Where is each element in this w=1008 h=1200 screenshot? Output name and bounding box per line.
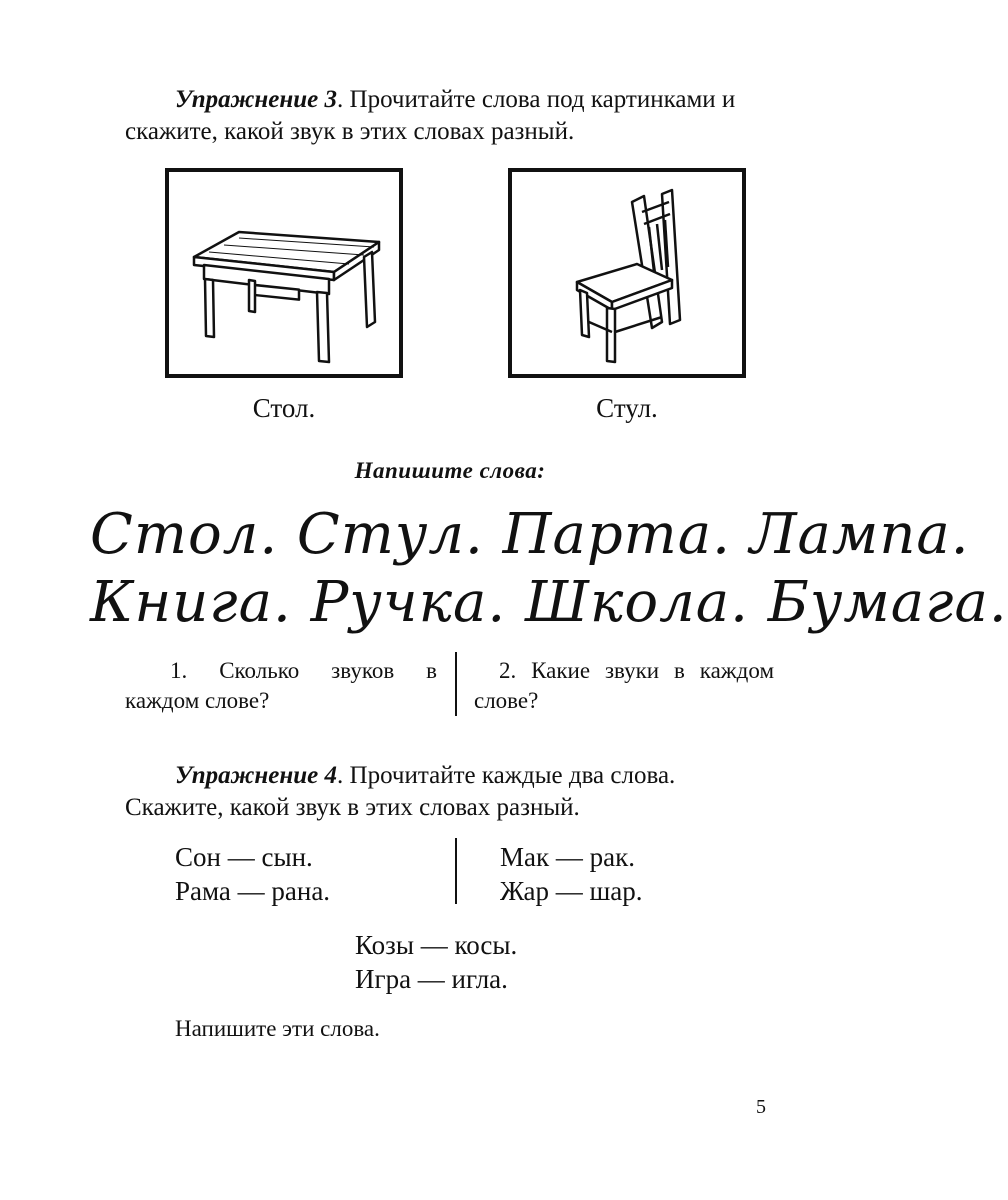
- pair-left-2: Рама — рана.: [175, 876, 331, 906]
- write-words-heading: Напишите слова:: [354, 458, 546, 483]
- pairs-left: [175, 840, 435, 908]
- caption-chair: Стул.: [596, 393, 658, 423]
- pairs-center: [355, 928, 615, 996]
- table-picture-frame: [165, 168, 403, 378]
- question-1: 1. Сколько звуков в каждом слове?: [125, 658, 437, 713]
- pairs-right: [500, 840, 760, 908]
- page-number: 5: [756, 1096, 766, 1118]
- pair-center-1: Козы — косы.: [355, 930, 518, 960]
- question-divider: [455, 652, 457, 716]
- exercise-4-text: . Прочитайте каждые два слова. Скажите, какой звук в этих словах разный.: [125, 762, 676, 821]
- pair-right-2: Жар — шар.: [500, 876, 643, 906]
- exercise-4-paragraph: [125, 760, 775, 824]
- pair-right-1: Мак — рак.: [500, 842, 635, 872]
- cursive-line-1: Стол. Стул. Парта. Лампа.: [90, 502, 970, 567]
- cursive-line-2: Книга. Ручка. Школа. Бумага.: [90, 570, 1008, 635]
- pair-left-1: Сон — сын.: [175, 842, 313, 872]
- chair-picture-frame: [508, 168, 746, 378]
- question-2: 2. Какие звуки в каждом слове?: [474, 658, 774, 713]
- exercise-3-paragraph: [125, 84, 775, 148]
- exercise-4-label: Упражнение 4: [175, 762, 338, 789]
- exercise-3-label: Упражнение 3: [175, 86, 338, 113]
- pair-center-2: Игра — игла.: [355, 964, 508, 994]
- caption-table: Стол.: [252, 393, 316, 423]
- table-icon: [169, 172, 399, 374]
- write-instruction: Напишите эти слова.: [175, 1016, 380, 1041]
- pairs-divider: [455, 838, 457, 904]
- chair-icon: [512, 172, 742, 374]
- exercise-3-text: . Прочитайте слова под картинками и скажите, какой звук в этих словах разный.: [125, 86, 736, 145]
